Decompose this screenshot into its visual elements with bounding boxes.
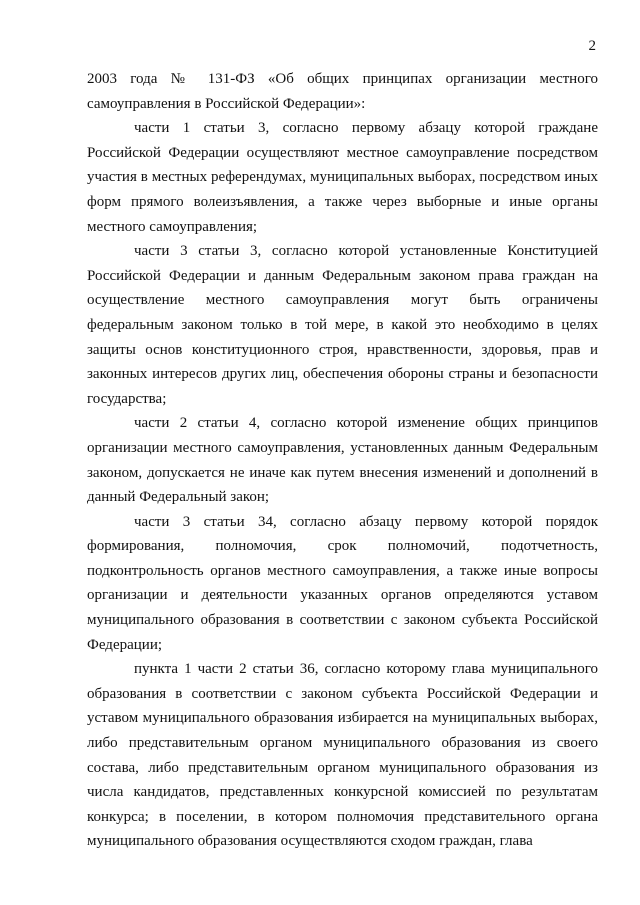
- paragraph-continuation: 2003 года № 131-ФЗ «Об общих принципах организации местного самоуправления в Российской Федерации»:: [87, 71, 598, 112]
- paragraph-article-34-part-3: части 3 статьи 34, согласно абзацу первому которой порядок формирования, полномочия, срок полномочий, подотчетность, подконтрольность органов местного самоуправления, а также иные вопросы организации и деятельности указанных органов определяются уставом муниципального образования в соответствии с законом субъекта Российской Федерации;: [87, 513, 598, 653]
- document-body: [87, 67, 598, 854]
- page-number: 2: [588, 38, 596, 54]
- paragraph-article-4-part-2: части 2 статьи 4, согласно которой изменение общих принципов организации местного самоуправления, установленных данным Федеральным законом, допускается не иначе как путем внесения изменений и дополнений в данный Федеральный закон;: [87, 415, 598, 506]
- paragraph-article-3-part-3: части 3 статьи 3, согласно которой установленные Конституцией Российской Федерации и данным Федеральным законом права граждан на осуществление местного самоуправления могут быть ограничены федеральным законом только в той мере, в какой это необходимо в целях защиты основ конституционного строя, нравственности, здоровья, прав и законных интересов других лиц, обеспечения обороны страны и безопасности государства;: [87, 243, 598, 407]
- paragraph-article-3-part-1: части 1 статьи 3, согласно первому абзацу которой граждане Российской Федерации осуществляют местное самоуправление посредством участия в местных референдумах, муниципальных выборах, посредством иных форм прямого волеизъявления, а также через выборные и иные органы местного самоуправления;: [87, 120, 598, 235]
- paragraph-article-36-part-2: пункта 1 части 2 статьи 36, согласно которому глава муниципального образования в соответствии с законом субъекта Российской Федерации и уставом муниципального образования избирается на муниципальных выборах, либо представительным органом муниципального образования из своего состава, либо представительным органом муниципального образования из числа кандидатов, представленных конкурсной комиссией по результатам конкурса; в поселении, в котором полномочия представительного органа муниципального образования осуществляются сходом граждан, глава: [87, 661, 598, 850]
